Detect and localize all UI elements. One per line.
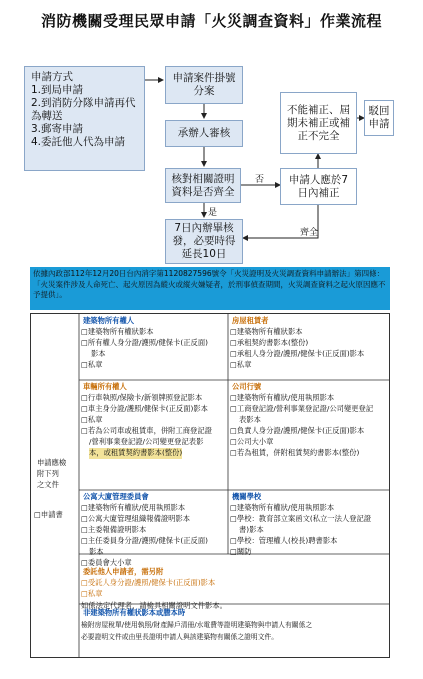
school-item: 書)影本 bbox=[239, 525, 264, 534]
owner-item: □所有權人身分證/護照/健保卡(正反面) bbox=[81, 338, 208, 347]
left-label: 申請應檢 bbox=[37, 458, 67, 467]
building-mgmt-item: □主委報備證明影本 bbox=[81, 525, 147, 534]
apply-method-item: 1.到局申請 bbox=[31, 84, 84, 96]
verify-line: 資料是否齊全 bbox=[171, 185, 235, 198]
apply-methods-box bbox=[24, 66, 145, 171]
non-owner-header: 非建築物所有權狀影本或謄本時 bbox=[83, 608, 186, 617]
seven-days-line: 7日內辦畢核 bbox=[174, 222, 234, 234]
building-mgmt-item: □公寓大廈管理組織報備證明影本 bbox=[81, 514, 191, 523]
reject-condition-line: 期未補正或補 bbox=[287, 116, 350, 129]
verify-box bbox=[165, 168, 241, 203]
verify-line: 核對相關證明 bbox=[171, 172, 235, 185]
reject-box bbox=[364, 100, 394, 136]
register-line: 申請案件掛號 bbox=[172, 72, 236, 84]
apply-method-item: 3.郵寄申請 bbox=[31, 123, 84, 135]
owner-item: □私章 bbox=[81, 360, 103, 369]
register-line: 分案 bbox=[193, 85, 215, 97]
vehicle-item: □行車執照/保險卡/新領牌照登記影本 bbox=[81, 393, 203, 402]
owner-item: 影本 bbox=[91, 349, 106, 358]
apply-method-item: 為轉送 bbox=[31, 110, 63, 122]
school-item: □學校：管理權人(校長)聘書影本 bbox=[230, 536, 338, 545]
vehicle-item: /營利事業登記證/公司變更登記表影 bbox=[89, 437, 204, 446]
building-mgmt-item: □委員會大小章 bbox=[81, 558, 132, 567]
company-header: 公司行號 bbox=[232, 382, 262, 391]
seven-days-line: 延長10日 bbox=[181, 248, 227, 260]
tenant-item: □私章 bbox=[230, 360, 252, 369]
non-owner-item: 檢附房屋稅單/使用執照/財產歸戶清冊/水電費等證明建築物與申請人有關係之 bbox=[81, 621, 313, 629]
supplement-box bbox=[280, 168, 357, 205]
required-documents-table bbox=[30, 313, 390, 658]
company-item: □公司大小章 bbox=[230, 437, 274, 446]
edge-label-complete: 齊全 bbox=[300, 228, 319, 238]
owner-header: 建築物所有權人 bbox=[83, 316, 135, 325]
vehicle-item: □車主身分證/護照/健保卡(正反面)影本 bbox=[81, 404, 208, 413]
tenant-item: □建築物所有權狀影本 bbox=[230, 327, 303, 336]
seven-days-box bbox=[165, 219, 243, 264]
reject-line: 駁回 bbox=[368, 105, 390, 117]
school-item: □關防 bbox=[230, 547, 252, 556]
left-label: 附下列 bbox=[37, 469, 59, 478]
proxy-header: 委託他人申請者，需另附 bbox=[83, 567, 164, 576]
supplement-line: 申請人應於7 bbox=[288, 173, 349, 186]
school-header: 機關學校 bbox=[232, 492, 262, 501]
proxy-note: 如係法定代理者，請檢具相關證明文件影本。 bbox=[81, 601, 227, 610]
register-box bbox=[165, 66, 243, 104]
school-item: □學校：教育部立案函文(私立一法人登記證 bbox=[230, 514, 372, 523]
reject-condition-box bbox=[280, 92, 357, 154]
vehicle-header: 車輛所有權人 bbox=[83, 382, 127, 391]
seven-days-line: 發，必要時得 bbox=[172, 235, 236, 247]
company-item: □若為租賃，併附租賃契約書影本(整份) bbox=[230, 448, 360, 457]
tenant-header: 房屋租賃者 bbox=[232, 316, 269, 325]
tenant-item: □承租契約書影本(整份) bbox=[230, 338, 309, 347]
tenant-item: □承租人身分證/護照/健保卡(正反面)影本 bbox=[230, 349, 365, 358]
company-item: □建築物所有權狀/使用執照影本 bbox=[230, 393, 335, 402]
building-mgmt-item: 影本 bbox=[89, 547, 104, 556]
apply-methods-heading: 申請方式 bbox=[31, 71, 73, 83]
reject-condition-line: 正不完全 bbox=[297, 129, 340, 142]
reject-condition-line: 不能補正、屆 bbox=[287, 103, 350, 116]
owner-item: □建築物所有權狀影本 bbox=[81, 327, 154, 336]
proxy-item: □受託人身分證/護照/健保卡(正反面)影本 bbox=[81, 578, 216, 587]
review-label: 承辦人審核 bbox=[177, 127, 231, 139]
supplement-line: 日內補正 bbox=[297, 186, 340, 199]
non-owner-item: 必要證明文件或由里長證明申請人與該建築物有關係之證明文件。 bbox=[81, 633, 279, 641]
application-form-checkbox[interactable]: □申請書 bbox=[34, 510, 63, 519]
legal-notice: 依據內政部112年12月20日台內消字第1120827596號令「火災證明及火災調查資料申請辦法」第四條：「火災案件涉及人命死亡、起火原因為縱火或縱火嫌疑者，於刑事偵查期間，火災調查資料之起火原因應不予提供」。 bbox=[30, 267, 390, 310]
review-box bbox=[165, 120, 243, 147]
edge-label-yes: 是 bbox=[208, 208, 218, 218]
company-item: □工商登記證/營利事業登記證/公司變更登記 bbox=[230, 404, 374, 413]
proxy-item: □私章 bbox=[81, 589, 103, 598]
building-mgmt-item: □主任委員身分證/護照/健保卡(正反面) bbox=[81, 536, 208, 545]
school-item: □建築物所有權狀/使用執照影本 bbox=[230, 503, 335, 512]
building-mgmt-header: 公寓大廈管理委員會 bbox=[83, 492, 149, 501]
edge-label-no: 否 bbox=[255, 175, 265, 185]
building-mgmt-item: □建築物所有權狀/使用執照影本 bbox=[81, 503, 186, 512]
vehicle-item: □私章 bbox=[81, 415, 103, 424]
left-label: 之文件 bbox=[37, 480, 59, 489]
page-title: 消防機關受理民眾申請「火災調查資料」作業流程 bbox=[40, 12, 382, 30]
company-item: □負責人身分證/護照/健保卡(正反面)影本 bbox=[230, 426, 365, 435]
vehicle-item: 本，或租賃契約書影本(整份) bbox=[89, 448, 183, 457]
vehicle-item: □若為公司車或租賃車，併附工商登記證 bbox=[81, 426, 212, 435]
apply-method-item: 4.委託他人代為申請 bbox=[31, 136, 126, 148]
reject-line: 申請 bbox=[368, 118, 390, 130]
apply-method-item: 2.到消防分隊申請再代 bbox=[31, 97, 136, 109]
company-item: 表影本 bbox=[239, 415, 261, 424]
